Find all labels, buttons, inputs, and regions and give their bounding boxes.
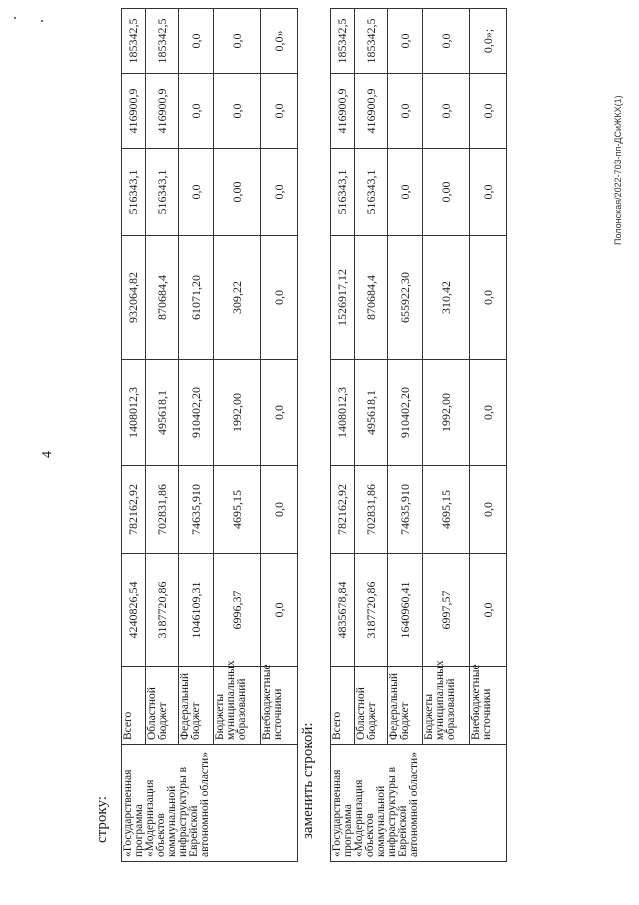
amount-cell: 1992,00 — [423, 360, 470, 466]
amount-cell: 61071,20 — [179, 236, 214, 360]
amount-cell: 0,0 — [388, 149, 423, 236]
program-name-cell: «Государственная программа «Модернизация объектов коммунальной инфраструктуры в Еврейской автономной области» — [122, 745, 298, 862]
funding-source-cell: Федеральный бюджет — [388, 667, 423, 745]
table-row — [470, 9, 507, 862]
amount-cell: 4695,15 — [214, 466, 261, 554]
amount-cell: 1408012,3 — [331, 360, 355, 466]
table-row — [179, 9, 214, 862]
amount-cell: 0,0 — [470, 466, 507, 554]
amount-cell: 0,0» — [261, 9, 298, 74]
amount-cell: 185342,5 — [355, 9, 388, 74]
amount-cell: 0,0 — [470, 236, 507, 360]
amount-cell: 1526917,12 — [331, 236, 355, 360]
amount-cell: 1408012,3 — [122, 360, 146, 466]
amount-cell: 310,42 — [423, 236, 470, 360]
amount-cell: 782162,92 — [331, 466, 355, 554]
amount-cell: 3187720,86 — [355, 554, 388, 667]
amount-cell: 0,0 — [470, 149, 507, 236]
amount-cell: 185342,5 — [146, 9, 179, 74]
scan-speck — [41, 20, 43, 22]
table-row — [214, 9, 261, 862]
funding-source-cell: Бюджеты муниципальных образований — [214, 667, 261, 745]
amount-cell: 702831,86 — [146, 466, 179, 554]
amount-cell: 910402,20 — [388, 360, 423, 466]
amount-cell: 516343,1 — [122, 149, 146, 236]
amount-cell: 74635,910 — [179, 466, 214, 554]
table-row — [122, 9, 146, 862]
funding-source-cell: Федеральный бюджет — [179, 667, 214, 745]
amount-cell: 1046109,31 — [179, 554, 214, 667]
amount-cell: 0,0 — [179, 149, 214, 236]
program-name-cell: «Государственная программа «Модернизация объектов коммунальной инфраструктуры в Еврейской автономной области» — [331, 745, 507, 862]
amount-cell: 0,0 — [261, 360, 298, 466]
table-new — [330, 8, 507, 862]
amount-cell: 416900,9 — [355, 74, 388, 149]
amount-cell: 0,0 — [423, 74, 470, 149]
table-row — [146, 9, 179, 862]
amount-cell: 6997,57 — [423, 554, 470, 667]
amount-cell: 0,0 — [179, 74, 214, 149]
amount-cell: 655922,30 — [388, 236, 423, 360]
funding-source-cell: Областной бюджет — [146, 667, 179, 745]
table-row — [423, 9, 470, 862]
amount-cell: 416900,9 — [331, 74, 355, 149]
amount-cell: 0,0 — [179, 9, 214, 74]
table-row — [261, 9, 298, 862]
amount-cell: 0,0 — [261, 466, 298, 554]
lead-text-old: строку: — [94, 796, 110, 843]
amount-cell: 0,0 — [261, 554, 298, 667]
funding-source-cell: Внебюджетные источники — [470, 667, 507, 745]
table-row — [388, 9, 423, 862]
amount-cell: 0,0 — [261, 236, 298, 360]
funding-source-cell: Внебюджетные источники — [261, 667, 298, 745]
funding-source-cell: Всего — [331, 667, 355, 745]
amount-cell: 0,0 — [388, 9, 423, 74]
amount-cell: 0,0 — [214, 9, 261, 74]
amount-cell: 3187720,86 — [146, 554, 179, 667]
amount-cell: 416900,9 — [122, 74, 146, 149]
amount-cell: 416900,9 — [146, 74, 179, 149]
amount-cell: 495618,1 — [146, 360, 179, 466]
amount-cell: 516343,1 — [331, 149, 355, 236]
amount-cell: 4835678,84 — [331, 554, 355, 667]
amount-cell: 0,0 — [423, 9, 470, 74]
amount-cell: 932064,82 — [122, 236, 146, 360]
table-row — [331, 9, 355, 862]
amount-cell: 1640960,41 — [388, 554, 423, 667]
amount-cell: 870684,4 — [355, 236, 388, 360]
table-row — [355, 9, 388, 862]
amount-cell: 0,00 — [214, 149, 261, 236]
amount-cell: 870684,4 — [146, 236, 179, 360]
amount-cell: 4240826,54 — [122, 554, 146, 667]
amount-cell: 910402,20 — [179, 360, 214, 466]
amount-cell: 0,0 — [470, 554, 507, 667]
amount-cell: 4695,15 — [423, 466, 470, 554]
amount-cell: 0,0 — [470, 360, 507, 466]
amount-cell: 516343,1 — [355, 149, 388, 236]
amount-cell: 309,22 — [214, 236, 261, 360]
amount-cell: 0,0»; — [470, 9, 507, 74]
scan-speck — [14, 17, 16, 19]
amount-cell: 0,0 — [214, 74, 261, 149]
amount-cell: 495618,1 — [355, 360, 388, 466]
amount-cell: 782162,92 — [122, 466, 146, 554]
funding-source-cell: Областной бюджет — [355, 667, 388, 745]
amount-cell: 702831,86 — [355, 466, 388, 554]
page-number: 4 — [40, 451, 55, 458]
amount-cell: 516343,1 — [146, 149, 179, 236]
amount-cell: 0,0 — [261, 74, 298, 149]
funding-source-cell: Бюджеты муниципальных образований — [423, 667, 470, 745]
table-old — [121, 8, 298, 862]
amount-cell: 1992,00 — [214, 360, 261, 466]
funding-source-cell: Всего — [122, 667, 146, 745]
lead-text-new: заменить строкой: — [300, 722, 316, 839]
amount-cell: 0,0 — [388, 74, 423, 149]
amount-cell: 185342,5 — [331, 9, 355, 74]
amount-cell: 6996,37 — [214, 554, 261, 667]
amount-cell: 0,0 — [261, 149, 298, 236]
amount-cell: 74635,910 — [388, 466, 423, 554]
amount-cell: 0,0 — [470, 74, 507, 149]
footer-doc-id: Полонская/2022-703-пп-ДСиЖКХ(1) — [613, 95, 623, 245]
amount-cell: 185342,5 — [122, 9, 146, 74]
amount-cell: 0,00 — [423, 149, 470, 236]
